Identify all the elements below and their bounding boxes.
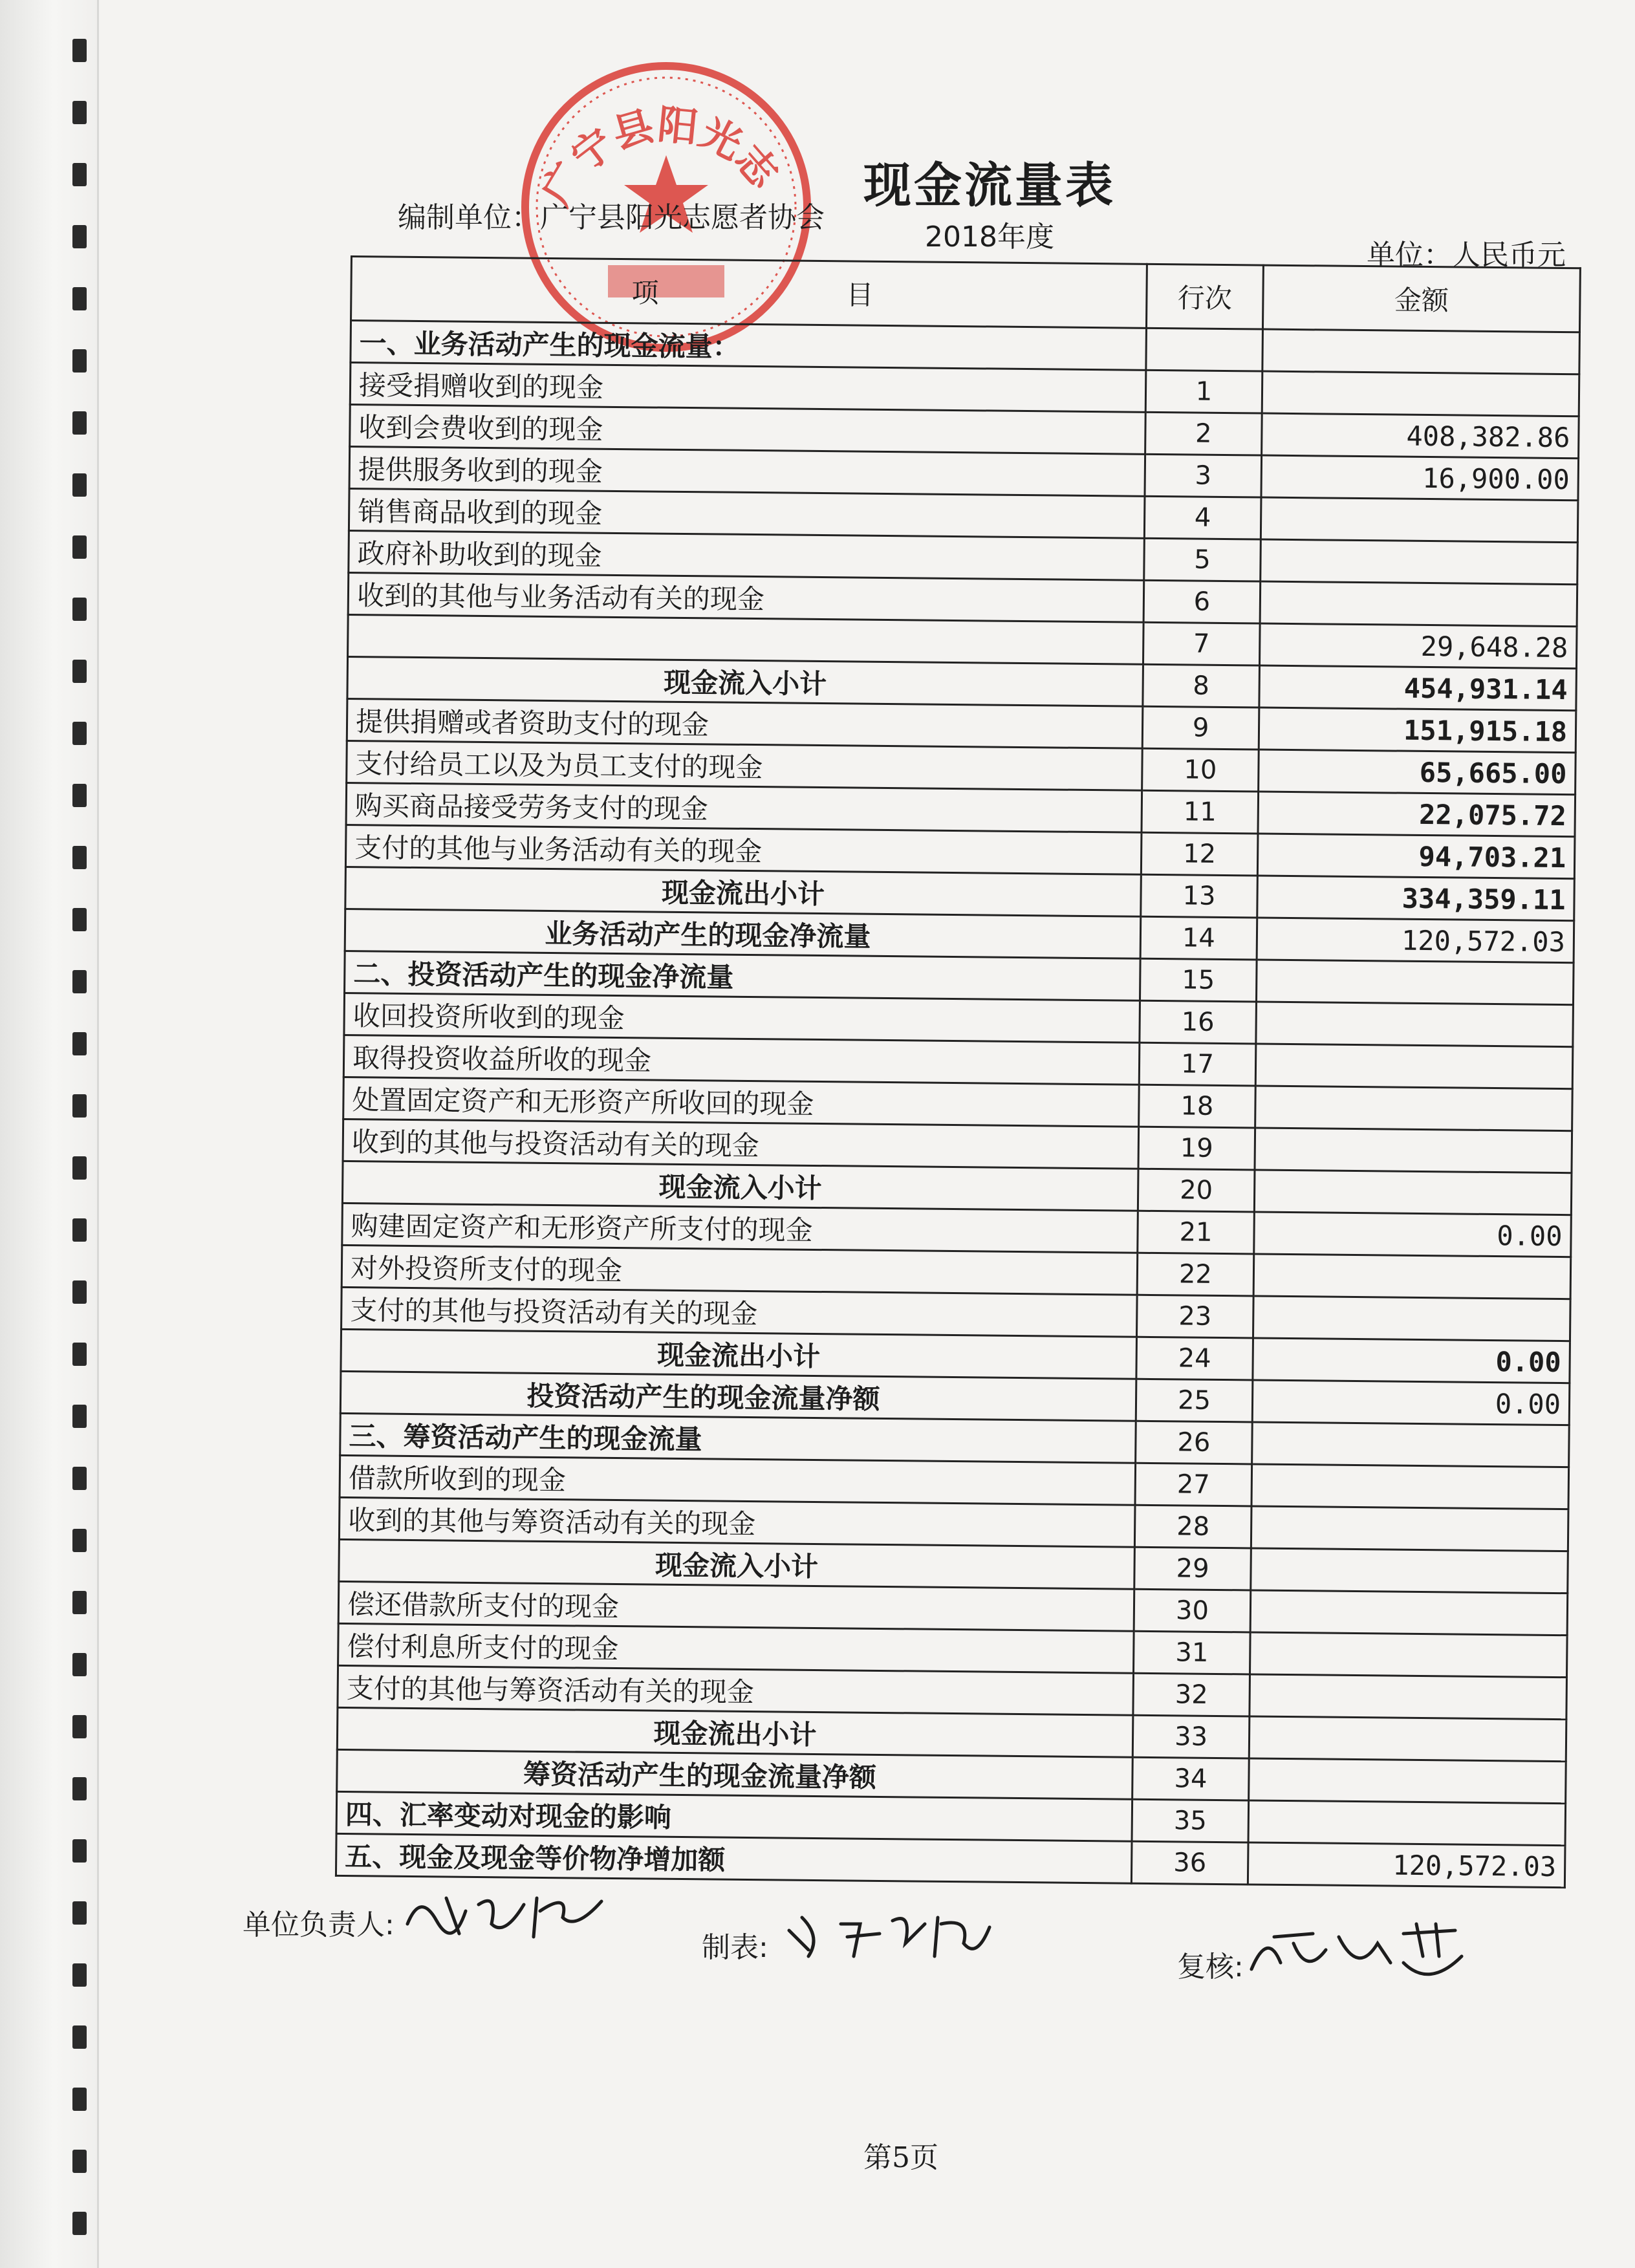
row-item: 现金流入小计 <box>347 656 1143 706</box>
row-line: 14 <box>1140 916 1257 960</box>
row-item: 收回投资所收到的现金 <box>344 993 1140 1042</box>
row-item: 销售商品收到的现金 <box>349 488 1145 538</box>
binding-hole <box>72 1839 87 1863</box>
binding-hole <box>72 349 87 373</box>
row-amount <box>1262 329 1580 374</box>
row-amount <box>1260 581 1577 627</box>
binding-hole <box>72 163 87 186</box>
reviewer-label: 复核: <box>1177 1950 1244 1983</box>
row-amount <box>1250 1674 1567 1720</box>
binding-hole <box>72 1901 87 1925</box>
row-amount: 0.00 <box>1254 1212 1572 1257</box>
unit-label: 单位：人民币元 <box>1367 239 1566 272</box>
row-line: 2 <box>1145 412 1262 455</box>
binding-hole <box>72 2150 87 2173</box>
row-item: 筹资活动产生的现金流量净额 <box>337 1749 1133 1799</box>
row-amount: 408,382.86 <box>1262 413 1579 459</box>
binding-hole <box>72 39 87 62</box>
row-amount <box>1254 1170 1572 1215</box>
row-item: 现金流出小计 <box>341 1329 1137 1379</box>
row-amount: 65,665.00 <box>1259 750 1576 795</box>
row-item: 处置固定资产和无形资产所收回的现金 <box>343 1077 1140 1127</box>
row-line: 5 <box>1144 538 1261 581</box>
svg-text:广宁县阳光志: 广宁县阳光志 <box>532 100 788 213</box>
row-item <box>348 614 1144 664</box>
row-item: 政府补助收到的现金 <box>349 530 1145 580</box>
row-line: 9 <box>1142 706 1259 750</box>
binding-hole <box>72 908 87 931</box>
row-line: 35 <box>1132 1799 1249 1842</box>
binding-hole <box>72 722 87 745</box>
row-line: 17 <box>1139 1042 1256 1086</box>
row-amount <box>1261 497 1578 543</box>
row-item: 收到会费收到的现金 <box>350 405 1146 455</box>
row-amount: 334,359.11 <box>1257 876 1575 921</box>
row-line: 6 <box>1143 580 1261 623</box>
row-line: 23 <box>1137 1295 1254 1338</box>
row-line: 3 <box>1145 454 1262 497</box>
binding-hole <box>72 225 87 248</box>
row-amount <box>1253 1254 1571 1299</box>
row-item: 收到的其他与投资活动有关的现金 <box>343 1119 1139 1169</box>
row-item: 支付的其他与筹资活动有关的现金 <box>338 1665 1134 1715</box>
header-amount: 金额 <box>1262 265 1580 332</box>
binding-hole <box>72 1591 87 1614</box>
row-amount: 454,931.14 <box>1259 665 1577 711</box>
binding-hole <box>72 2088 87 2111</box>
row-amount: 120,572.03 <box>1248 1842 1565 1888</box>
row-amount <box>1255 1128 1572 1173</box>
binding-hole <box>72 1280 87 1304</box>
binding-hole <box>72 1405 87 1428</box>
row-item: 偿还借款所支付的现金 <box>338 1581 1134 1631</box>
row-amount <box>1250 1590 1568 1636</box>
row-amount: 16,900.00 <box>1261 455 1579 501</box>
row-line: 21 <box>1138 1211 1255 1254</box>
row-item: 业务活动产生的现金净流量 <box>345 909 1141 958</box>
row-line: 1 <box>1145 370 1262 413</box>
row-line: 28 <box>1134 1505 1251 1548</box>
binding-hole <box>72 1156 87 1180</box>
row-amount <box>1255 1044 1573 1089</box>
row-amount <box>1251 1464 1569 1509</box>
binding-hole <box>72 846 87 869</box>
page-number: 第5页 <box>863 2141 938 2174</box>
row-item: 收到的其他与业务活动有关的现金 <box>348 572 1144 622</box>
page-title: 现金流量表 <box>863 158 1116 213</box>
row-amount <box>1250 1632 1568 1678</box>
row-line: 36 <box>1131 1841 1248 1885</box>
row-line: 29 <box>1134 1547 1251 1590</box>
row-amount: 0.00 <box>1252 1380 1570 1425</box>
row-amount <box>1251 1548 1568 1593</box>
row-item: 支付的其他与业务活动有关的现金 <box>345 825 1142 874</box>
row-line: 20 <box>1138 1169 1255 1212</box>
row-item: 支付的其他与投资活动有关的现金 <box>341 1287 1138 1337</box>
row-amount <box>1253 1296 1570 1341</box>
document-sheet <box>97 0 1635 2268</box>
row-item: 四、汇率变动对现金的影响 <box>336 1791 1132 1841</box>
responsible-label: 单位负责人: <box>243 1908 395 1941</box>
row-amount <box>1255 1086 1573 1131</box>
binding-hole <box>72 1094 87 1118</box>
row-amount <box>1262 371 1579 416</box>
row-line: 8 <box>1143 664 1260 707</box>
header-item <box>351 257 1147 329</box>
row-amount: 22,075.72 <box>1258 792 1575 837</box>
row-amount: 120,572.03 <box>1257 918 1574 963</box>
binding-hole <box>72 784 87 807</box>
row-line: 24 <box>1136 1337 1253 1380</box>
row-line: 10 <box>1142 748 1259 792</box>
row-line: 30 <box>1134 1589 1251 1632</box>
row-item: 现金流出小计 <box>337 1707 1133 1757</box>
header-item-a: 项 <box>631 277 659 309</box>
binding-hole <box>72 1715 87 1738</box>
row-line: 25 <box>1136 1379 1253 1422</box>
table-header-row <box>351 257 1581 332</box>
row-amount <box>1261 539 1578 585</box>
row-item: 现金流入小计 <box>339 1539 1135 1589</box>
row-item: 现金流入小计 <box>342 1161 1138 1211</box>
binding-hole <box>72 1963 87 1987</box>
binding-hole <box>72 1777 87 1800</box>
row-amount: 29,648.28 <box>1259 623 1577 669</box>
row-line: 7 <box>1143 622 1260 665</box>
row-item: 投资活动产生的现金流量净额 <box>340 1371 1136 1421</box>
row-line: 12 <box>1141 832 1258 876</box>
row-item: 购买商品接受劳务支付的现金 <box>346 783 1142 832</box>
row-line: 4 <box>1144 496 1261 539</box>
row-line: 16 <box>1140 1000 1257 1044</box>
binding-strip <box>0 0 99 2268</box>
row-line: 26 <box>1136 1421 1253 1464</box>
row-item: 提供服务收到的现金 <box>349 447 1145 497</box>
row-amount <box>1249 1716 1566 1762</box>
row-amount: 151,915.18 <box>1259 707 1576 753</box>
row-line: 31 <box>1134 1631 1251 1674</box>
row-item: 现金流出小计 <box>345 867 1142 916</box>
binding-hole <box>72 1529 87 1552</box>
period-label: 2018年度 <box>925 221 1054 254</box>
header-item-b: 目 <box>846 279 874 311</box>
header-line: 行次 <box>1146 264 1263 329</box>
binding-hole <box>72 1653 87 1676</box>
row-amount <box>1256 960 1574 1005</box>
row-amount <box>1248 1800 1566 1846</box>
row-item: 购建固定资产和无形资产所支付的现金 <box>342 1203 1138 1253</box>
binding-hole <box>72 1343 87 1366</box>
row-line: 18 <box>1139 1085 1256 1128</box>
binding-hole <box>72 287 87 310</box>
row-item: 借款所收到的现金 <box>340 1455 1136 1505</box>
binding-hole <box>72 970 87 993</box>
row-amount: 94,703.21 <box>1257 834 1575 879</box>
binding-hole <box>72 598 87 621</box>
row-item: 接受捐赠收到的现金 <box>350 363 1146 413</box>
binding-hole <box>72 1467 87 1490</box>
binding-hole <box>72 411 87 435</box>
binding-hole <box>72 2212 87 2235</box>
row-item: 提供捐赠或者资助支付的现金 <box>347 698 1143 748</box>
row-item: 对外投资所支付的现金 <box>341 1245 1138 1295</box>
preparer-signature <box>783 1905 996 1966</box>
row-line: 15 <box>1140 958 1257 1002</box>
row-item: 收到的其他与筹资活动有关的现金 <box>339 1497 1135 1547</box>
row-line: 13 <box>1141 874 1258 918</box>
cash-flow-table-wrap <box>335 255 1579 1888</box>
binding-hole <box>72 1032 87 1055</box>
preparer-label: 制表: <box>702 1931 768 1964</box>
row-amount <box>1256 1002 1574 1047</box>
row-item: 偿付利息所支付的现金 <box>338 1623 1134 1673</box>
row-line: 19 <box>1138 1127 1255 1170</box>
row-amount <box>1251 1506 1568 1551</box>
row-line: 27 <box>1135 1463 1252 1506</box>
row-item: 取得投资收益所收的现金 <box>343 1035 1140 1085</box>
binding-hole <box>72 101 87 124</box>
row-line: 33 <box>1132 1715 1250 1758</box>
row-line: 11 <box>1142 790 1259 834</box>
binding-hole <box>72 2025 87 2049</box>
row-item: 支付给员工以及为员工支付的现金 <box>347 740 1143 790</box>
row-item: 一、业务活动产生的现金流量： <box>351 321 1147 371</box>
row-amount <box>1249 1758 1566 1804</box>
binding-hole <box>72 535 87 559</box>
row-line: 32 <box>1133 1673 1250 1716</box>
row-line <box>1146 328 1263 371</box>
row-item: 二、投资活动产生的现金净流量 <box>345 951 1141 1000</box>
responsible-signature <box>401 1885 614 1943</box>
row-line: 22 <box>1137 1253 1254 1296</box>
row-line: 34 <box>1132 1757 1250 1800</box>
cash-flow-table <box>335 255 1581 1888</box>
row-item: 三、筹资活动产生的现金流量 <box>340 1413 1136 1463</box>
binding-hole <box>72 660 87 683</box>
row-item: 五、现金及现金等价物净增加额 <box>336 1833 1132 1883</box>
binding-hole <box>72 1218 87 1242</box>
row-amount <box>1252 1422 1570 1467</box>
reviewer-signature <box>1242 1917 1475 1989</box>
row-amount: 0.00 <box>1253 1338 1570 1383</box>
org-label: 编制单位：广宁县阳光志愿者协会 <box>398 201 825 234</box>
binding-hole <box>72 473 87 497</box>
